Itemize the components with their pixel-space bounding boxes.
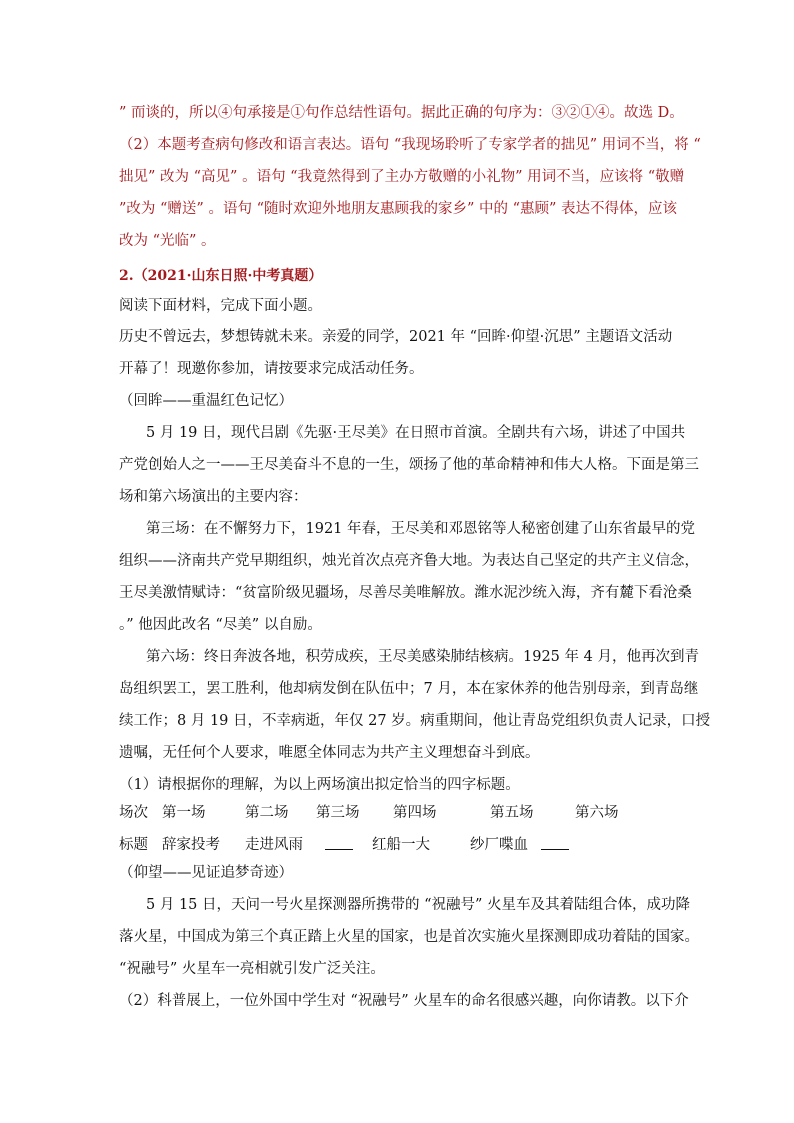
table-cell: 纱厂喋血 bbox=[470, 837, 528, 853]
answer-line: ”改为 “赠送” 。语句 “随时欢迎外地朋友惠顾我的家乡” 中的 “惠顾” 表达不得体，应该 bbox=[119, 201, 678, 217]
table-cell: 第三场 bbox=[316, 805, 360, 821]
answer-line: （2）本题考查病句修改和语言表达。语句 “我现场聆听了专家学者的拙见” 用词不当，将 “ bbox=[119, 137, 701, 153]
paragraph-line: 续工作；8 月 19 日，不幸病逝，年仅 27 岁。病重期间，他让青岛党组织负责人记录，口授 bbox=[119, 713, 711, 729]
paragraph-line: 。” 他因此改名 “尽美” 以自励。 bbox=[119, 617, 322, 633]
table-cell: 标题 bbox=[119, 837, 148, 853]
paragraph-line: 组织——济南共产党早期组织，烛光首次点亮齐鲁大地。为表达自己坚定的共产主义信念， bbox=[119, 553, 699, 569]
paragraph-line: 第六场：终日奔波各地，积劳成疾，王尽美感染肺结核病。1925 年 4 月，他再次到青 bbox=[146, 649, 699, 665]
paragraph-line: 遗嘱，无任何个人要求，唯愿全体同志为共产主义理想奋斗到底。 bbox=[119, 745, 540, 761]
paragraph-line: 王尽美激情赋诗：“贫富阶级见疆场，尽善尽美唯解放。潍水泥沙统入海，齐有麓下看沧桑 bbox=[119, 585, 692, 601]
paragraph-line: 5 月 15 日，天问一号火星探测器所携带的 “祝融号” 火星车及其着陆组合体，成功降 bbox=[146, 897, 691, 913]
answer-line: 拙见” 改为 “高见” 。语句 “我竟然得到了主办方敬赠的小礼物” 用词不当，应该将 “敬赠 bbox=[119, 169, 685, 185]
paragraph-line: 5 月 19 日，现代吕剧《先驱·王尽美》在日照市首演。全剧共有六场，讲述了中国共 bbox=[146, 425, 686, 441]
table-cell: 第二场 bbox=[245, 805, 289, 821]
intro-line: 开幕了！现邀你参加，请按要求完成活动任务。 bbox=[119, 361, 424, 377]
answer-blank-sixth-scene[interactable] bbox=[541, 835, 569, 856]
subquestion-2: （2）科普展上，一位外国中学生对 “祝融号” 火星车的命名很感兴趣，向你请教。以下介 bbox=[119, 993, 689, 1009]
paragraph-line: 落火星，中国成为第三个真正踏上火星的国家，也是首次实施火星探测即成功着陆的国家。 bbox=[119, 929, 699, 945]
paragraph-line: 产党创始人之一——王尽美奋斗不息的一生，颂扬了他的革命精神和伟大人格。下面是第三 bbox=[119, 457, 699, 473]
intro-line: 历史不曾远去，梦想铸就未来。亲爱的同学，2021 年 “回眸·仰望·沉思” 主题语文活动 bbox=[119, 329, 673, 345]
paragraph-line: 第三场：在不懈努力下，1921 年春，王尽美和邓恩铭等人秘密创建了山东省最早的党 bbox=[146, 521, 696, 537]
paragraph-line: 岛组织罢工，罢工胜利，他却病发倒在队伍中；7 月，本在家休养的他告别母亲，到青岛继 bbox=[119, 681, 699, 697]
answer-line: ” 而谈的，所以④句承接是①句作总结性语句。据此正确的句序为：③②①④。故选 D。 bbox=[119, 105, 684, 121]
table-cell: 第四场 bbox=[393, 805, 437, 821]
answer-blank-third-scene[interactable] bbox=[325, 835, 353, 856]
paragraph-line: 场和第六场演出的主要内容： bbox=[119, 489, 308, 505]
table-cell: 红船一大 bbox=[372, 837, 430, 853]
question-header: 2.（2021·山东日照·中考真题） bbox=[119, 268, 323, 284]
table-cell: 场次 bbox=[119, 805, 148, 821]
table-cell: 第五场 bbox=[490, 805, 534, 821]
answer-line: 改为 “光临” 。 bbox=[119, 233, 216, 249]
section-title: （回眸——重温红色记忆） bbox=[119, 393, 293, 409]
table-cell: 辞家投考 bbox=[162, 837, 220, 853]
section-title: （仰望——见证追梦奇迹） bbox=[119, 865, 293, 881]
paragraph-line: “祝融号” 火星车一亮相就引发广泛关注。 bbox=[119, 961, 385, 977]
subquestion-1: （1）请根据你的理解，为以上两场演出拟定恰当的四字标题。 bbox=[119, 777, 520, 793]
table-cell: 第六场 bbox=[575, 805, 619, 821]
table-cell: 第一场 bbox=[162, 805, 206, 821]
table-cell: 走进风雨 bbox=[245, 837, 303, 853]
instruction: 阅读下面材料，完成下面小题。 bbox=[119, 298, 322, 314]
